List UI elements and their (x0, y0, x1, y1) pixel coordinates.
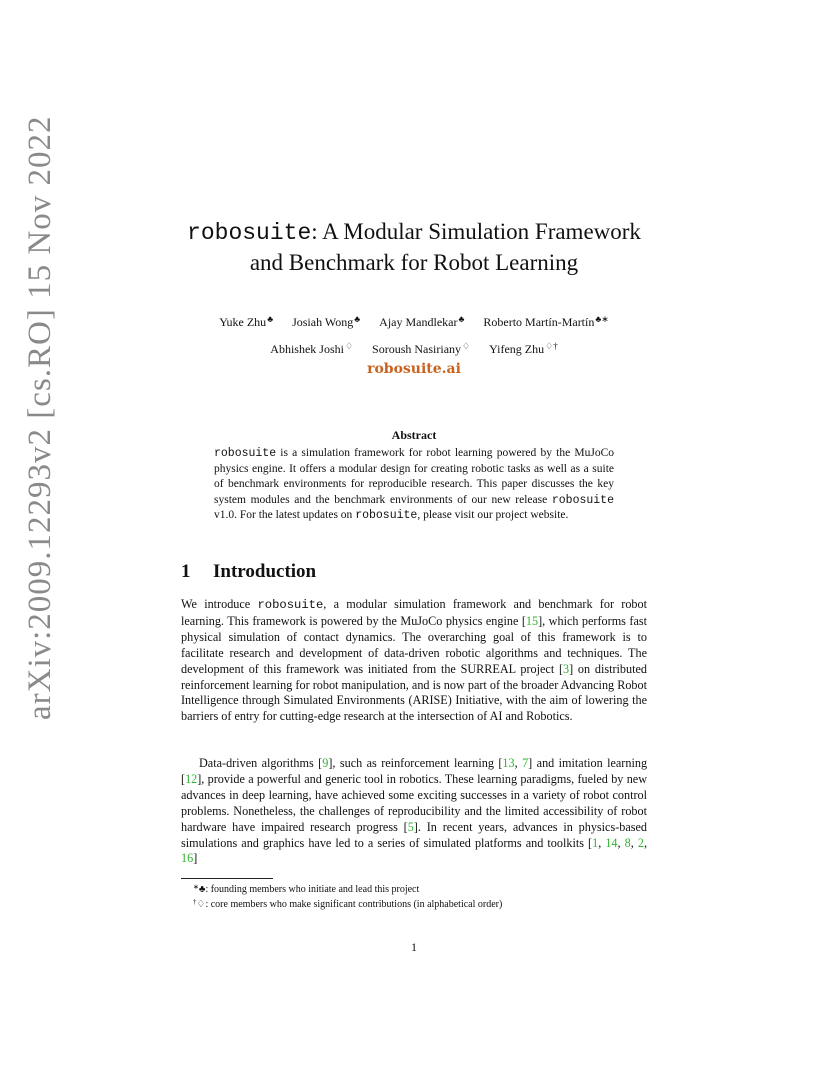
citation-link[interactable]: 7 (522, 756, 529, 770)
citation-link[interactable]: 15 (525, 613, 539, 628)
author: Soroush Nasiriany♢ (372, 341, 471, 356)
citation-link[interactable]: 1 (592, 835, 599, 850)
citation-link[interactable]: 8 (624, 835, 631, 850)
title-line2: and Benchmark for Robot Learning (249, 250, 579, 275)
footnote-divider (181, 878, 273, 879)
author: Yifeng Zhu♢† (489, 341, 558, 356)
arxiv-identifier: arXiv:2009.12293v2 [cs.RO] 15 Nov 2022 (22, 115, 58, 720)
project-website-link[interactable]: robosuite.ai (367, 361, 461, 377)
author: Ajay Mandlekar♣ (379, 314, 465, 329)
citation-link[interactable]: 2 (637, 835, 644, 850)
citation-link[interactable]: 13 (502, 756, 515, 770)
title-line1: : A Modular Simulation Framework (311, 219, 641, 244)
author-list (150, 307, 678, 361)
abstract-body: robosuite is a simulation framework for robot learning powered by the MuJoCo physics engine. It offers a modular design for creating robotic tasks as well as a suite of benchmark environments for reproducible research. This paper discusses the key system modules and the benchmark environments of our new release robosuite v1.0. For the latest updates on robosuite, please visit our project website. (214, 447, 614, 522)
author: Josiah Wong♣ (292, 314, 361, 329)
citation-link[interactable]: 9 (322, 756, 329, 770)
footnote-core: †♢: core members who make significant contributions (in alphabetical order) (193, 898, 503, 910)
citation-link[interactable]: 14 (605, 835, 618, 850)
section-title: Introduction (213, 561, 317, 582)
intro-paragraph-2: Data-driven algorithms [9], such as reinforcement learning [13, 7] and imitation learning [12], provide a powerful and generic tool in robotics. These learning paradigms, fueled by new advances in deep learning, have achieved some exciting successes in a variety of robot control problems. Nonetheless, the challenges of reproducibility and the limited accessibility of robot hardware have impaired research progress [5]. In recent years, advances in physics-based simulations and graphics have led to a series of simulated platforms and toolkits [1, 14, 8, 2, 16] (181, 756, 648, 866)
paper-title (150, 217, 678, 278)
title-framework-name: robosuite (187, 220, 312, 246)
section-heading (181, 561, 316, 583)
footnote-founding: ∗♣: founding members who initiate and lead this project (193, 883, 420, 895)
author: Abhishek Joshi♢ (270, 341, 354, 356)
citation-link[interactable]: 16 (181, 851, 194, 866)
citation-link[interactable]: 12 (185, 771, 198, 786)
citation-link[interactable]: 5 (407, 819, 414, 834)
intro-paragraph-1: We introduce robosuite, a modular simulation framework and benchmark for robot learning. This framework is powered by the MuJoCo physics engine [15], which performs fast physical simulation of contact dynamics. The overarching goal of this framework is to facilitate research and development of data-driven robotic algorithms and techniques. The development of this framework was initiated from the SURREAL project [3] on distributed reinforcement learning for robot manipulation, and is now part of the broader Advancing Robot Intelligence through Simulated Environments (ARISE) Initiative, with the aim of lowering the barriers of entry for cutting-edge research at the intersection of AI and Robotics. (181, 597, 648, 724)
citation-link[interactable]: 3 (563, 661, 570, 676)
footnotes (193, 881, 653, 911)
abstract-heading: Abstract (391, 428, 437, 442)
author: Roberto Martín-Martín♣∗ (483, 314, 609, 329)
section-number: 1 (181, 561, 191, 582)
page-number: 1 (411, 940, 417, 954)
author: Yuke Zhu♣ (219, 314, 274, 329)
